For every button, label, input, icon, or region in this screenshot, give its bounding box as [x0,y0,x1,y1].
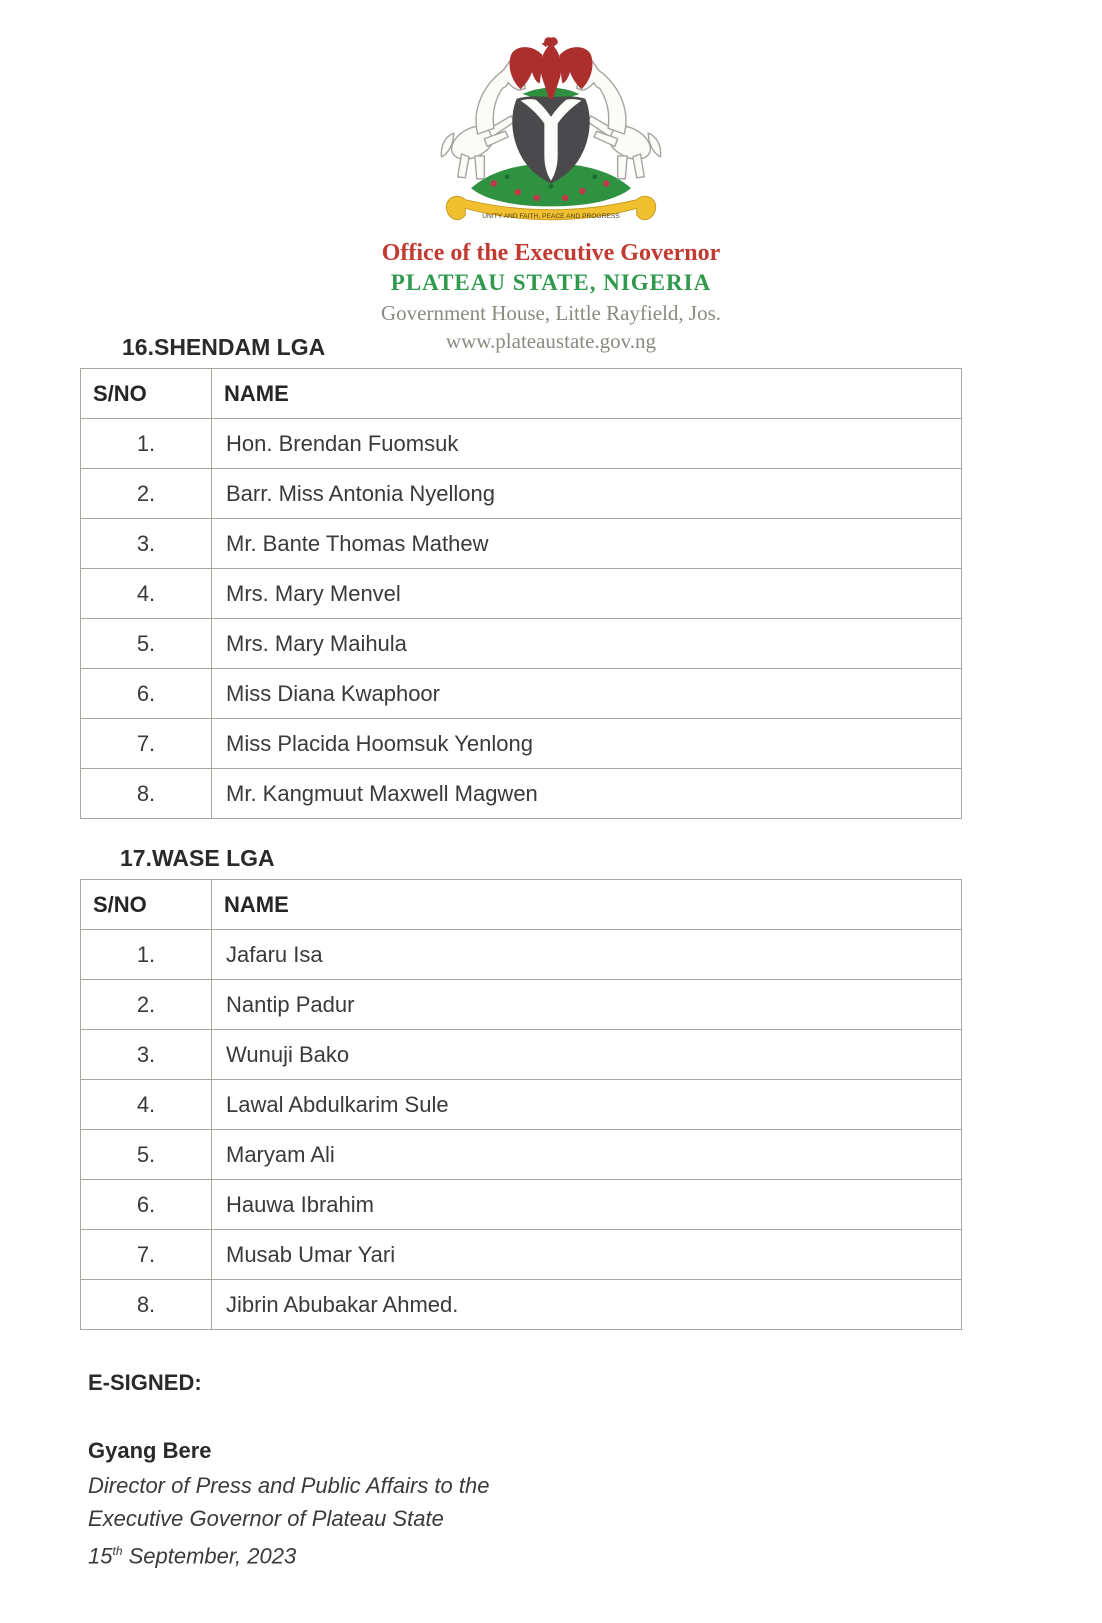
column-header-name: NAME [212,369,962,419]
column-header-sno: S/NO [81,369,212,419]
name-cell: Jibrin Abubakar Ahmed. [212,1280,962,1330]
section-heading-wase: 17.WASE LGA [120,845,275,871]
name-cell: Jafaru Isa [212,930,962,980]
table-row [81,719,962,769]
serial-number-cell: 3. [81,519,212,569]
wase-table [80,879,962,1330]
letterhead [0,34,1102,354]
table-row [81,1180,962,1230]
name-cell: Mrs. Mary Maihula [212,619,962,669]
letterhead-state: PLATEAU STATE, NIGERIA [390,270,712,295]
table-row [81,1230,962,1280]
serial-number-cell: 8. [81,1280,212,1330]
serial-number-cell: 1. [81,930,212,980]
name-cell: Mr. Bante Thomas Mathew [212,519,962,569]
signer-title-line-1: Director of Press and Public Affairs to the [88,1473,490,1498]
date-day: 15 [88,1543,113,1569]
name-cell: Barr. Miss Antonia Nyellong [212,469,962,519]
serial-number-cell: 4. [81,569,212,619]
signature-date [88,1535,489,1572]
name-cell: Wunuji Bako [212,1030,962,1080]
table-row [81,1280,962,1330]
serial-number-cell: 2. [81,469,212,519]
table-row [81,419,962,469]
name-cell: Miss Diana Kwaphoor [212,669,962,719]
letterhead-website: www.plateaustate.gov.ng [445,329,657,353]
serial-number-cell: 2. [81,980,212,1030]
serial-number-cell: 6. [81,1180,212,1230]
shendam-table [80,368,962,819]
section-shendam-lga [80,334,962,819]
serial-number-cell: 4. [81,1080,212,1130]
table-row [81,469,962,519]
coat-of-arms-logo [427,34,675,234]
letterhead-office: Office of the Executive Governor [381,240,721,266]
section-wase-lga [80,845,962,1330]
name-cell: Mrs. Mary Menvel [212,569,962,619]
name-cell: Musab Umar Yari [212,1230,962,1280]
name-cell: Hon. Brendan Fuomsuk [212,419,962,469]
table-row [81,1030,962,1080]
name-cell: Lawal Abdulkarim Sule [212,1080,962,1130]
motto-text: UNITY AND FAITH, PEACE AND PROGRESS [482,212,620,220]
esigned-label: E-SIGNED: [88,1370,202,1395]
name-cell: Hauwa Ibrahim [212,1180,962,1230]
signer-name: Gyang Bere [88,1438,212,1463]
name-cell: Maryam Ali [212,1130,962,1180]
table-row [81,769,962,819]
date-rest: September, 2023 [122,1543,297,1569]
table-header-row [81,880,962,930]
serial-number-cell: 5. [81,1130,212,1180]
table-row [81,980,962,1030]
column-header-name: NAME [212,880,962,930]
name-cell: Nantip Padur [212,980,962,1030]
serial-number-cell: 6. [81,669,212,719]
column-header-sno: S/NO [81,880,212,930]
serial-number-cell: 1. [81,419,212,469]
date-ordinal-suffix: th [112,1544,123,1558]
table-row [81,930,962,980]
table-row [81,519,962,569]
table-header-row [81,369,962,419]
table-row [81,619,962,669]
signature-block [88,1370,489,1572]
signer-title-line-2: Executive Governor of Plateau State [88,1506,444,1531]
serial-number-cell: 7. [81,719,212,769]
serial-number-cell: 7. [81,1230,212,1280]
name-cell: Mr. Kangmuut Maxwell Magwen [212,769,962,819]
table-row [81,1080,962,1130]
table-row [81,669,962,719]
letterhead-address: Government House, Little Rayfield, Jos. [380,301,722,325]
table-row [81,569,962,619]
serial-number-cell: 3. [81,1030,212,1080]
serial-number-cell: 5. [81,619,212,669]
serial-number-cell: 8. [81,769,212,819]
section-heading-shendam: 16.SHENDAM LGA [122,334,326,360]
name-cell: Miss Placida Hoomsuk Yenlong [212,719,962,769]
table-row [81,1130,962,1180]
